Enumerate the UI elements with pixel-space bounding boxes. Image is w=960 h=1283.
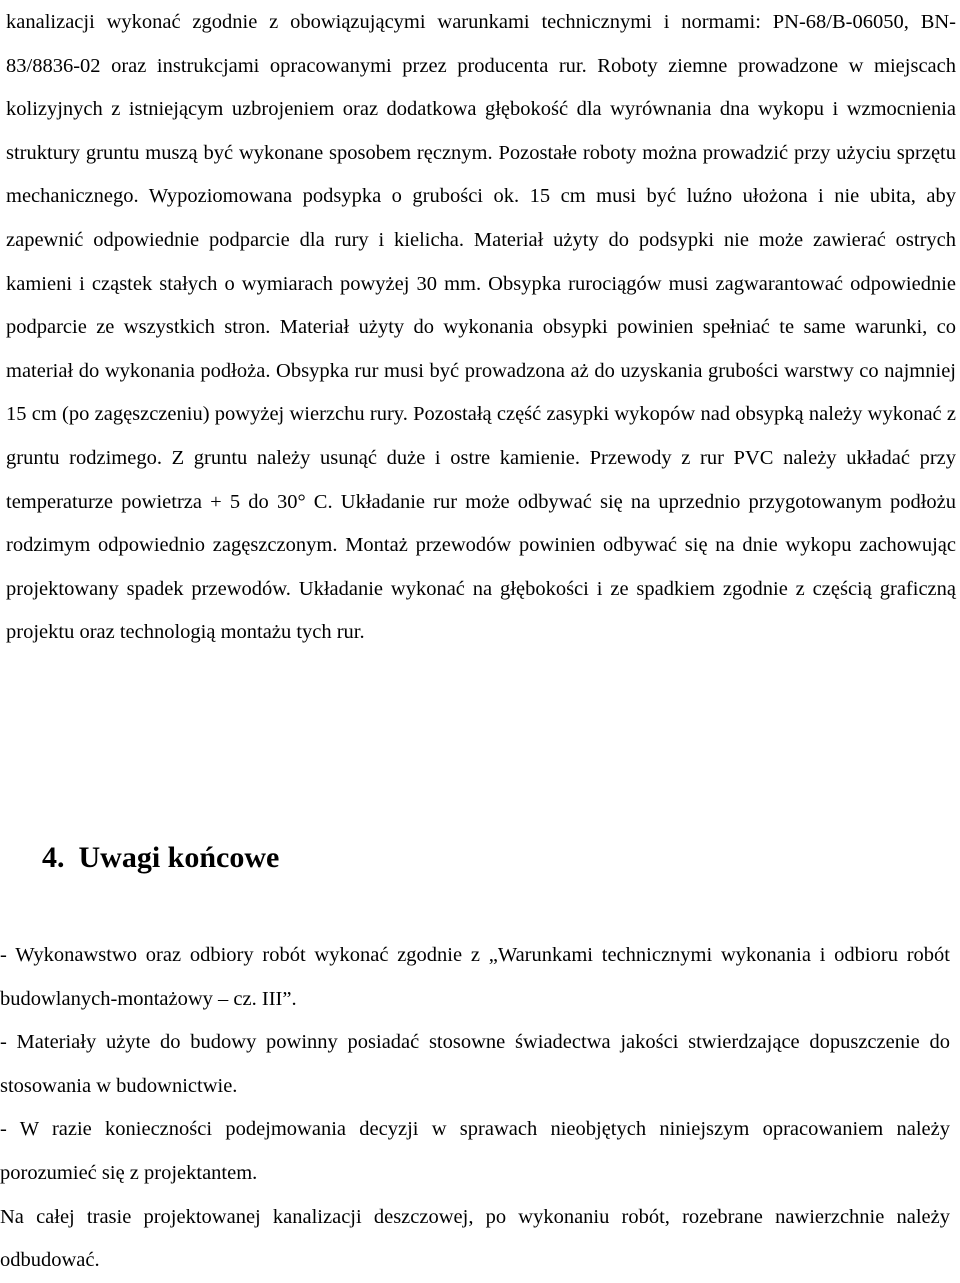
remark-closing-paragraph: Na całej trasie projektowanej kanalizacji deszczowej, po wykonaniu robót, rozebrane nawierzchnie należy odbudować. — [0, 1205, 950, 1272]
section-title: Uwagi końcowe — [78, 841, 280, 874]
section-number: 4. — [42, 841, 65, 874]
document-page — [6, 0, 956, 655]
remarks-list — [0, 934, 950, 1283]
remark-item: - Materiały użyte do budowy powinny posiadać stosowne świadectwa jakości stwierdzające dopuszczenie do stosowania w budownictwie. — [0, 1031, 950, 1097]
body-paragraph: kanalizacji wykonać zgodnie z obowiązującymi warunkami technicznymi i normami: PN-68/B-06050, BN-83/8836-02 oraz instrukcjami opracowanymi przez producenta rur. Roboty ziemne prowadzone w miejscach kolizyjnych z istniejącym uzbrojeniem oraz dodatkowa głębokość dla wyrównania dna wykopu i wzmocnienia struktury gruntu muszą być wykonane sposobem ręcznym. Pozostałe roboty można prowadzić przy użyciu sprzętu mechanicznego. Wypoziomowana podsypka o grubości ok. 15 cm musi być luźno ułożona i nie ubita, aby zapewnić odpowiednie podparcie dla rury i kielicha. Materiał użyty do podsypki nie może zawierać ostrych kamieni i cząstek stałych o wymiarach powyżej 30 mm. Obsypka rurociągów musi zagwarantować odpowiednie podparcie ze wszystkich stron. Materiał użyty do wykonania obsypki powinien spełniać te same warunki, co materiał do wykonania podłoża. Obsypka rur musi być prowadzona aż do uzyskania grubości warstwy co najmniej 15 cm (po zagęszczeniu) powyżej wierzchu rury. Pozostałą część zasypki wykopów nad obsypką należy wykonać z gruntu rodzimego. Z gruntu należy usunąć duże i ostre kamienie. Przewody z rur PVC należy układać przy temperaturze powietrza + 5 do 30° C. Układanie rur może odbywać się na uprzednio przygotowanym podłożu rodzimym odpowiednio zagęszczonym. Montaż przewodów powinien odbywać się na dnie wykopu zachowując projektowany spadek przewodów. Układanie wykonać na głębokości i ze spadkiem zgodnie z częścią graficzną projektu oraz technologią montażu tych rur. — [6, 11, 956, 644]
remark-item: - W razie konieczności podejmowania decyzji w sprawach nieobjętych niniejszym opracowaniem należy porozumieć się z projektantem. — [0, 1118, 950, 1184]
remark-item: - Wykonawstwo oraz odbiory robót wykonać zgodnie z „Warunkami technicznymi wykonania i odbioru robót budowlanych-montażowy – cz. III”. — [0, 944, 950, 1010]
section-heading — [42, 836, 279, 880]
